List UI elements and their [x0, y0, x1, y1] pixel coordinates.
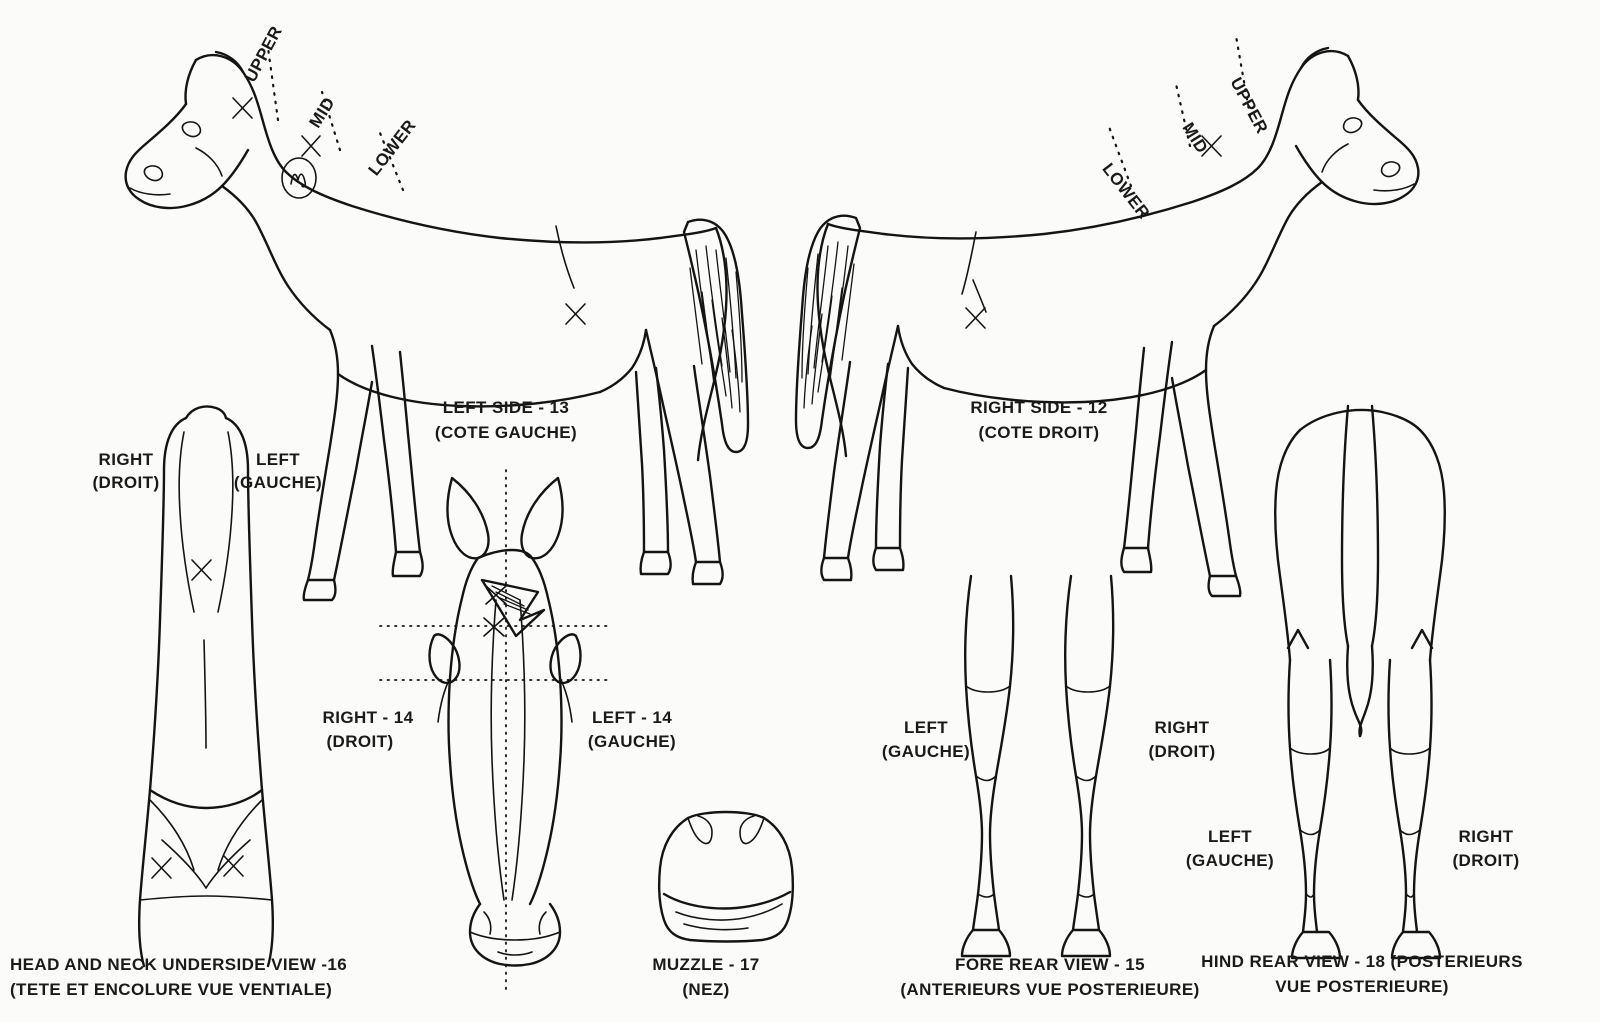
caption-head-neck-underside-line2: (TETE ET ENCOLURE VUE VENTIALE) [10, 980, 333, 999]
label-hind-left-line2: (GAUCHE) [1185, 851, 1275, 870]
caption-left-side-line1: LEFT SIDE - 13 [442, 398, 570, 417]
caption-left-side-line2: (COTE GAUCHE) [434, 423, 578, 442]
hind-rear-view-drawing [1275, 406, 1445, 958]
label-fore-right-line1: RIGHT [1154, 718, 1210, 737]
fore-rear-view-drawing [962, 576, 1113, 956]
caption-muzzle-line2: (NEZ) [682, 980, 730, 999]
label-right-upper: UPPER [1226, 74, 1272, 137]
head-front-drawing [380, 470, 610, 990]
label-left-upper: UPPER [240, 22, 286, 86]
caption-right-side-line1: RIGHT SIDE - 12 [970, 398, 1108, 417]
caption-hind-rear-line2: VUE POSTERIEURE) [1275, 977, 1449, 996]
right-side-horse-drawing [796, 36, 1418, 596]
caption-muzzle-line1: MUZZLE - 17 [652, 955, 760, 974]
caption-head-front-left-line1: LEFT - 14 [591, 708, 673, 727]
label-left-mid: MID [305, 93, 339, 132]
label-underside-right-line1: RIGHT [98, 450, 154, 469]
label-fore-right-line2: (DROIT) [1148, 742, 1216, 761]
label-hind-right-line2: (DROIT) [1452, 851, 1520, 870]
caption-head-neck-underside-line1: HEAD AND NECK UNDERSIDE VIEW -16 [10, 955, 348, 974]
caption-fore-rear-line1: FORE REAR VIEW - 15 [955, 955, 1145, 974]
muzzle-drawing [659, 812, 793, 942]
caption-head-front-right-line1: RIGHT - 14 [322, 708, 414, 727]
label-hind-left-line1: LEFT [1207, 827, 1253, 846]
label-fore-left-line1: LEFT [903, 718, 949, 737]
label-underside-left-line1: LEFT [255, 450, 301, 469]
caption-head-front-left-line2: (GAUCHE) [587, 732, 677, 751]
caption-hind-rear-line1: HIND REAR VIEW - 18 (POSTERIEURS [1201, 952, 1523, 971]
label-right-lower: LOWER [1098, 159, 1154, 223]
label-hind-right-line1: RIGHT [1458, 827, 1514, 846]
left-side-horse-drawing [126, 48, 748, 600]
caption-right-side-line2: (COTE DROIT) [978, 423, 1100, 442]
caption-fore-rear-line2: (ANTERIEURS VUE POSTERIEURE) [900, 980, 1200, 999]
label-left-lower: LOWER [364, 116, 420, 180]
label-fore-left-line2: (GAUCHE) [881, 742, 971, 761]
label-right-mid: MID [1178, 119, 1212, 157]
label-underside-left-line2: (GAUCHE) [233, 473, 323, 492]
label-underside-right-line2: (DROIT) [92, 473, 160, 492]
caption-head-front-right-line2: (DROIT) [326, 732, 394, 751]
